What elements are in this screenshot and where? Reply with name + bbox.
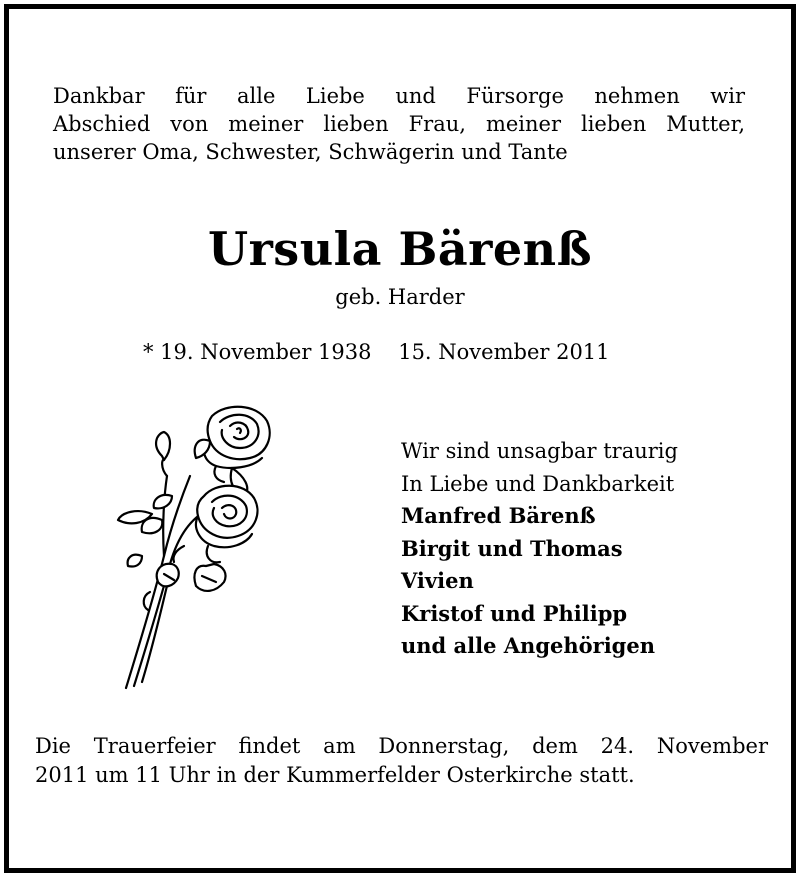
intro-line-2: Abschied von meiner lieben Frau, meiner lieben Mutter, <box>53 112 745 136</box>
intro-text <box>53 82 745 166</box>
birth-date: * 19. November 1938 <box>143 340 372 364</box>
roses-icon <box>112 396 282 696</box>
deceased-name: Ursula Bärenß <box>207 222 593 276</box>
mourners-line-2: In Liebe und Dankbarkeit <box>401 471 675 496</box>
mourners-line-1: Wir sind unsagbar traurig <box>401 439 678 463</box>
mourner-name: und alle Angehörigen <box>401 633 655 658</box>
mourner-name: Birgit und Thomas <box>401 535 623 561</box>
intro-line-3: unserer Oma, Schwester, Schwägerin und Tante <box>53 140 568 164</box>
life-dates <box>143 340 610 364</box>
mourner-name: Manfred Bärenß <box>401 503 596 528</box>
death-date: 15. November 2011 <box>398 340 610 364</box>
mourners-block <box>401 435 678 663</box>
intro-line-1: Dankbar für alle Liebe und Fürsorge nehmen wir <box>53 84 745 108</box>
maiden-name: geb. Harder <box>335 285 465 309</box>
service-line-2: 2011 um 11 Uhr in der Kummerfelder Osterkirche statt. <box>35 763 635 787</box>
mourner-name: Kristof und Philipp <box>401 600 628 626</box>
service-line-1: Die Trauerfeier findet am Donnerstag, dem 24. November <box>35 734 768 758</box>
mourner-name: Vivien <box>401 568 474 593</box>
service-notice <box>35 732 768 790</box>
